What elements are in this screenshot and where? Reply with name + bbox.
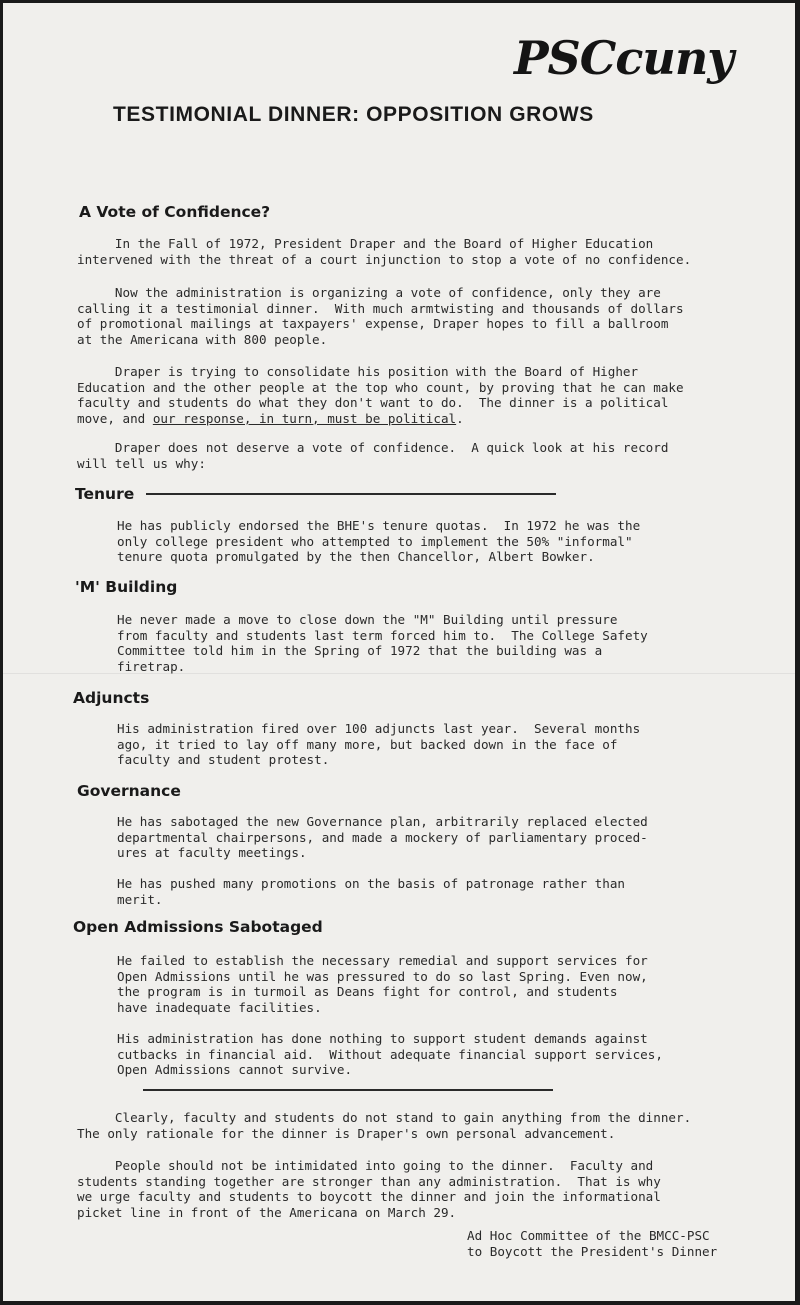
governance-text-2: He has pushed many promotions on the basis of patronage rather than merit. [117, 876, 625, 907]
heading-vote-of-confidence: A Vote of Confidence? [79, 203, 271, 221]
heading-m-building: 'M' Building [75, 578, 178, 596]
vote-paragraph-3-prefix: move, and [77, 410, 153, 426]
open-admissions-text-2: His administration has done nothing to support student demands against cutbacks in financial aid. Without adequate financial support services, Open Admissions cannot survive. [117, 1031, 663, 1078]
page-title: TESTIMONIAL DINNER: OPPOSITION GROWS [113, 103, 594, 126]
political-response-underlined: our response, in turn, must be political [152, 410, 457, 426]
heading-tenure: Tenure [75, 485, 135, 503]
heading-governance: Governance [77, 782, 181, 800]
tenure-text: He has publicly endorsed the BHE's tenure quotas. In 1972 he was the only college president who attempted to implement the 50% "informal" tenure quota promulgated by the then Chancellor, Albert Bowker. [117, 518, 641, 565]
open-admissions-text-1: He failed to establish the necessary remedial and support services for Open Admissions until he was pressured to do so last Spring. Even now, the program is in turmoil as Deans fight for control, and students have inadequate facilities. [117, 953, 648, 1015]
tenure-heading-rule [146, 493, 556, 495]
adjuncts-text: His administration fired over 100 adjuncts last year. Several months ago, it tried to lay off many more, but backed down in the face of faculty and student protest. [117, 721, 641, 768]
psc-cuny-logo: PSCcuny [513, 31, 733, 85]
heading-adjuncts: Adjuncts [73, 689, 150, 707]
vote-paragraph-3 [77, 364, 684, 426]
vote-paragraph-1: In the Fall of 1972, President Draper and the Board of Higher Education intervened with the threat of a court injunction to stop a vote of no confidence. [77, 236, 692, 267]
committee-signature: Ad Hoc Committee of the BMCC-PSC to Boycott the President's Dinner [467, 1228, 718, 1259]
section-divider-rule [143, 1089, 553, 1091]
vote-paragraph-3-body: Draper is trying to consolidate his position with the Board of Higher Education and the other people at the top who count, by proving that he can make faculty and students do what they don't want to do. The dinner is a political [77, 364, 684, 411]
closing-paragraph-2: People should not be intimidated into going to the dinner. Faculty and students standing together are stronger than any administration. That is why we urge faculty and students to boycott the dinner and join the informational picket line in front of the Americana on March 29. [77, 1158, 661, 1220]
heading-open-admissions: Open Admissions Sabotaged [73, 918, 323, 936]
governance-text-1: He has sabotaged the new Governance plan, arbitrarily replaced elected departmental chairpersons, and made a mockery of parliamentary proced- ures at faculty meetings. [117, 814, 648, 861]
vote-paragraph-2: Now the administration is organizing a vote of confidence, only they are calling it a testimonial dinner. With much armtwisting and thousands of dollars of promotional mailings at taxpayers' expense, Draper hopes to fill a ballroom at the Americana with 800 people. [77, 285, 684, 347]
m-building-text: He never made a move to close down the "M" Building until pressure from faculty and students last term forced him to. The College Safety Committee told him in the Spring of 1972 that the building was a firetrap. [117, 612, 648, 674]
flyer-page [3, 3, 795, 1301]
vote-paragraph-3-suffix: . [456, 410, 464, 426]
vote-paragraph-4: Draper does not deserve a vote of confidence. A quick look at his record will tell us why: [77, 440, 669, 471]
closing-paragraph-1: Clearly, faculty and students do not stand to gain anything from the dinner. The only rationale for the dinner is Draper's own personal advancement. [77, 1110, 692, 1141]
